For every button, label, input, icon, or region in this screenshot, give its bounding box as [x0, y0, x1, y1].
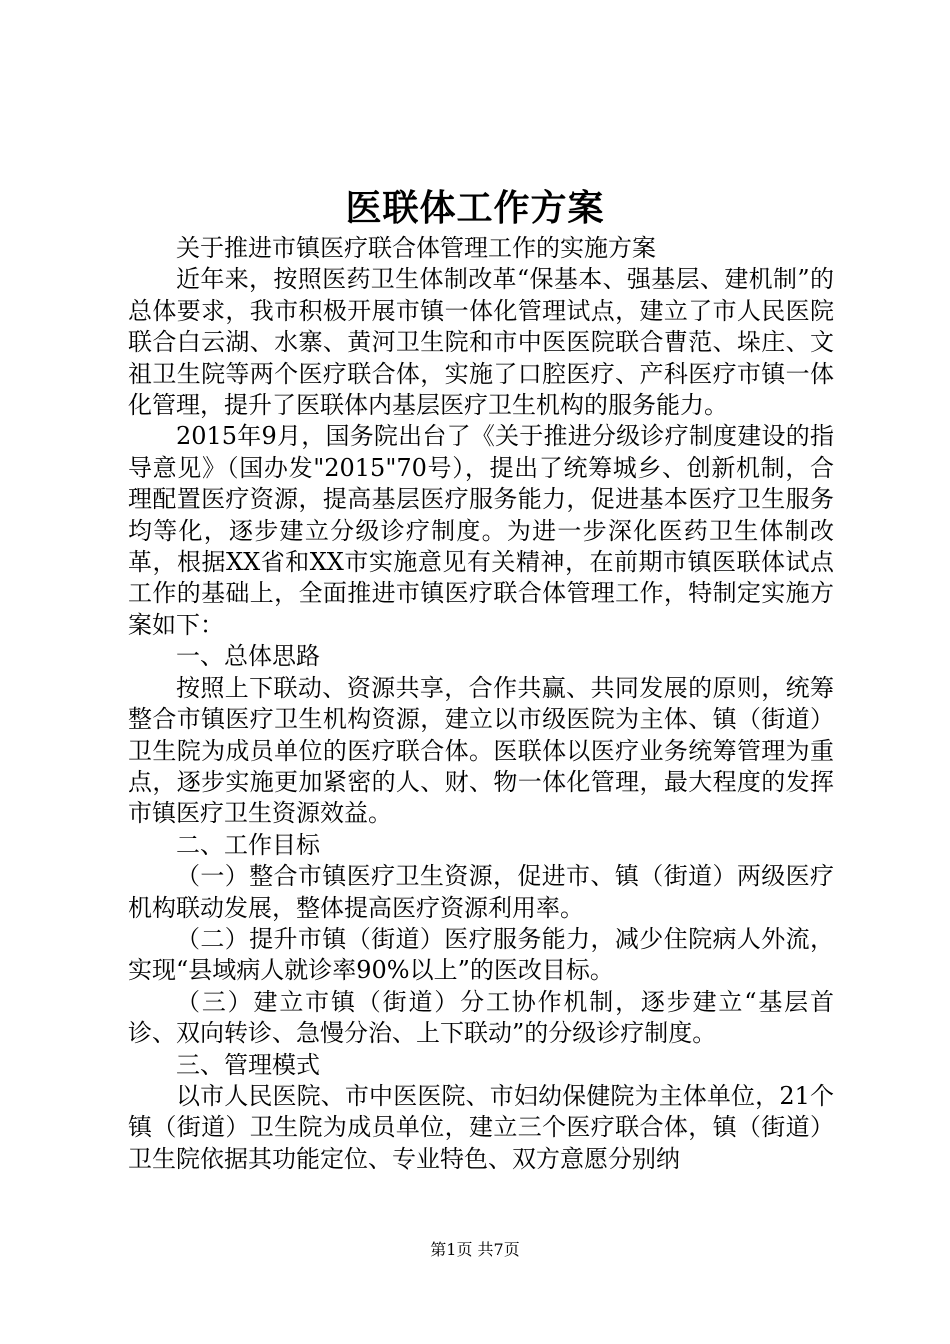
- model-paragraph: 以市人民医院、市中医医院、市妇幼保健院为主体单位，21个镇（街道）卫生院为成员单位，建立三个医疗联合体，镇（街道）卫生院依据其功能定位、专业特色、双方意愿分别纳: [128, 1081, 834, 1173]
- intro-paragraph: 近年来，按照医药卫生体制改革“保基本、强基层、建机制”的总体要求，我市积极开展市镇一体化管理试点，建立了市人民医院联合白云湖、水寨、黄河卫生院和市中医医院联合曹范、垛庄、文祖卫生院等两个医疗联合体，实施了口腔医疗、产科医疗市镇一体化管理，提升了医联体内基层医疗卫生机构的服务能力。: [128, 265, 834, 420]
- goal-paragraph-2: （二）提升市镇（街道）医疗服务能力，减少住院病人外流，实现“县域病人就诊率90%以上”的医改目标。: [128, 924, 834, 985]
- section-heading-1: 一、总体思路: [176, 642, 320, 671]
- goal-paragraph-3: （三）建立市镇（街道）分工协作机制，逐步建立“基层首诊、双向转诊、急慢分治、上下联动”的分级诊疗制度。: [128, 987, 834, 1048]
- page-footer: 第1页 共7页: [430, 1240, 520, 1259]
- background-paragraph: 2015年9月，国务院出台了《关于推进分级诊疗制度建设的指导意见》（国办发"2015"70号），提出了统筹城乡、创新机制，合理配置医疗资源，提高基层医疗服务能力，促进基本医疗卫生服务均等化，逐步建立分级诊疗制度。为进一步深化医药卫生体制改革，根据XX省和XX市实施意见有关精神，在前期市镇医联体试点工作的基础上，全面推进市镇医疗联合体管理工作，特制定实施方案如下：: [128, 422, 834, 639]
- document-body: [128, 233, 834, 1175]
- subtitle-paragraph: 关于推进市镇医疗联合体管理工作的实施方案: [176, 234, 656, 262]
- approach-paragraph: 按照上下联动、资源共享，合作共赢、共同发展的原则，统筹整合市镇医疗卫生机构资源，建立以市级医院为主体、镇（街道）卫生院为成员单位的医疗联合体。医联体以医疗业务统筹管理为重点，逐步实施更加紧密的人、财、物一体化管理，最大程度的发挥市镇医疗卫生资源效益。: [128, 673, 834, 828]
- section-heading-3: 三、管理模式: [176, 1050, 320, 1079]
- goal-paragraph-1: （一）整合市镇医疗卫生资源，促进市、镇（街道）两级医疗机构联动发展，整体提高医疗资源利用率。: [128, 862, 834, 922]
- document-title: 医联体工作方案: [345, 187, 605, 229]
- section-heading-2: 二、工作目标: [176, 830, 320, 859]
